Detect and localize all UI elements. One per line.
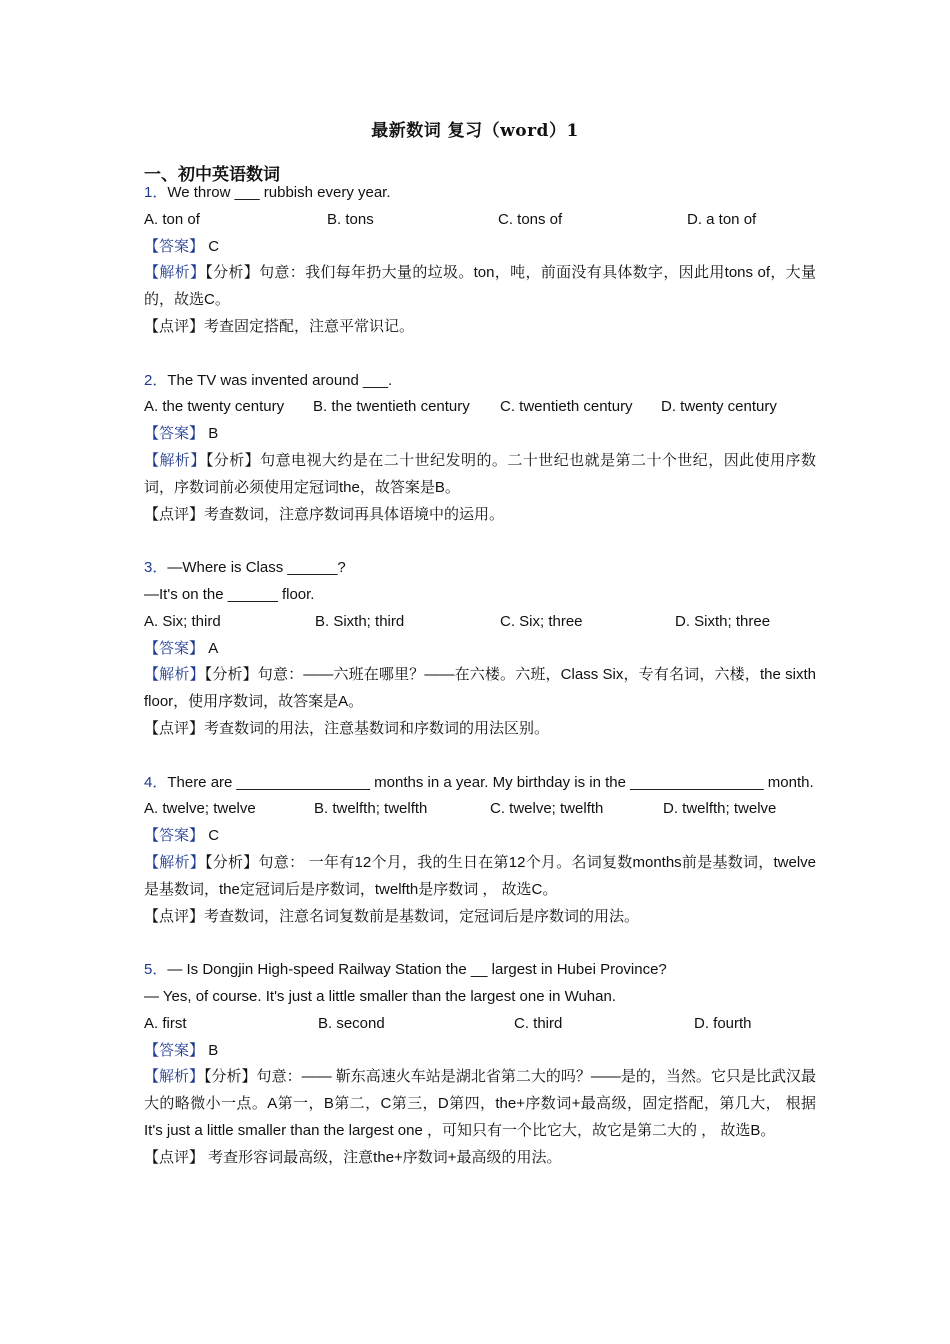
option-b: B. second	[318, 1014, 385, 1032]
comment-text: 考查数词，注意序数词再具体语境中的运用。	[204, 505, 505, 523]
analysis-text: 【分析】句意：——六班在哪里？——在六楼。六班，Class Six，专有名词，六楼，the sixth floor，使用序数词，故答案是A。	[144, 666, 816, 711]
question-number: 1．	[144, 184, 168, 201]
question-list	[144, 180, 816, 1171]
question-5	[144, 957, 816, 1171]
question-stem: 1．We throw ___ rubbish every year.	[144, 184, 391, 201]
question-stem: 4．There are ________________ months in a year. My birthday is in the ________________ month.	[144, 773, 814, 791]
question-stem-line-2: —It's on the ______ floor.	[144, 585, 315, 603]
question-number: 4．	[144, 773, 168, 791]
analysis-tag: 【解析】	[144, 264, 206, 282]
question-2	[144, 368, 816, 556]
answer-value: C	[208, 237, 220, 255]
analysis-line	[144, 448, 816, 502]
question-stem: 5．— Is Dongjin High-speed Railway Station the __ largest in Hubei Province?	[144, 961, 667, 979]
comment-text: 考查数词的用法，注意基数词和序数词的用法区别。	[204, 719, 550, 737]
analysis-tag: 【解析】	[144, 1068, 205, 1086]
analysis-text: 【分析】句意：—— 靳东高速火车站是湖北省第二大的吗？——是的，当然。它只是比武汉最大的略微小一点。A第一，B第二，C第三，D第四，the+序数词+最高级，固定搭配，第几大， 根据 It's just a little smaller than the largest one ，可知只有一个比它大，故它是第二大的 ， 故选B。	[144, 1068, 816, 1139]
option-c: C. third	[514, 1014, 563, 1032]
answer-line	[144, 823, 816, 850]
option-c: C. twentieth century	[500, 398, 633, 416]
document-title: 最新数词 复习（word）1	[371, 121, 579, 141]
option-d: D. twenty century	[661, 398, 777, 416]
analysis-text: 【分析】句意： 一年有12个月，我的生日在第12个月。名词复数months前是基数词，twelve是基数词，the定冠词后是序数词，twelfth是序数词 ， 故选C。	[144, 853, 816, 898]
comment-tag: 【点评】	[144, 317, 205, 335]
answer-tag: 【答案】	[144, 425, 205, 443]
answer-value: B	[208, 425, 219, 443]
analysis-line	[144, 850, 816, 904]
comment-text: 考查形容词最高级，注意the+序数词+最高级的用法。	[204, 1148, 562, 1166]
answer-tag: 【答案】	[144, 827, 205, 845]
analysis-tag: 【解析】	[144, 853, 206, 871]
answer-value: B	[208, 1041, 219, 1059]
option-c: C. twelve; twelfth	[490, 800, 604, 818]
comment-text: 考查数词，注意名词复数前是基数词，定冠词后是序数词的用法。	[204, 907, 640, 925]
question-4	[144, 770, 816, 958]
options-row	[144, 207, 816, 234]
analysis-text: 【分析】句意电视大约是在二十世纪发明的。二十世纪也就是第二十个世纪，因此使用序数词，序数词前必须使用定冠词the，故答案是B。	[144, 451, 816, 496]
question-3	[144, 555, 816, 769]
option-c: C. tons of	[498, 210, 563, 228]
question-number: 2．	[144, 371, 168, 389]
options-row	[144, 394, 816, 421]
option-d: D. Sixth; three	[675, 612, 771, 630]
answer-line	[144, 421, 816, 448]
answer-line	[144, 1038, 816, 1065]
option-c: C. Six; three	[500, 612, 583, 630]
option-b: B. Sixth; third	[315, 612, 405, 630]
comment-line	[144, 904, 816, 931]
question-number: 5．	[144, 961, 168, 979]
comment-tag: 【点评】	[144, 719, 205, 737]
comment-line	[144, 502, 816, 529]
answer-value: A	[208, 639, 219, 657]
answer-tag: 【答案】	[144, 237, 205, 255]
answer-tag: 【答案】	[144, 639, 205, 657]
options-row	[144, 796, 816, 823]
options-row	[144, 1011, 816, 1038]
option-d: D. fourth	[694, 1014, 752, 1032]
analysis-line	[144, 662, 816, 716]
answer-line	[144, 234, 816, 261]
comment-line	[144, 314, 816, 341]
option-b: B. tons	[327, 210, 374, 228]
question-stem-line-2: — Yes, of course. It's just a little smaller than the largest one in Wuhan.	[144, 987, 617, 1005]
analysis-line	[144, 1064, 816, 1144]
option-a: A. ton of	[144, 210, 200, 228]
option-a: A. Six; third	[144, 612, 221, 630]
option-a: A. the twenty century	[144, 398, 285, 416]
option-d: D. twelfth; twelve	[663, 800, 777, 818]
comment-tag: 【点评】	[144, 907, 205, 925]
analysis-tag: 【解析】	[144, 451, 206, 469]
analysis-tag: 【解析】	[144, 666, 205, 684]
comment-tag: 【点评】	[144, 1148, 205, 1166]
question-1	[144, 180, 816, 368]
comment-line	[144, 1145, 816, 1172]
section-heading: 一、初中英语数词	[144, 165, 280, 185]
option-b: B. twelfth; twelfth	[314, 800, 428, 818]
question-stem: 2．The TV was invented around ___.	[144, 371, 393, 389]
answer-value: C	[208, 827, 220, 845]
option-a: A. first	[144, 1014, 187, 1032]
answer-line	[144, 636, 816, 663]
option-a: A. twelve; twelve	[144, 800, 256, 818]
comment-text: 考查固定搭配，注意平常识记。	[204, 317, 415, 335]
options-row	[144, 609, 816, 636]
answer-tag: 【答案】	[144, 1041, 205, 1059]
option-b: B. the twentieth century	[313, 398, 470, 416]
question-number: 3．	[144, 559, 168, 577]
question-stem: 3．—Where is Class ______?	[144, 559, 346, 577]
option-d: D. a ton of	[687, 210, 757, 228]
analysis-text: 【分析】句意：我们每年扔大量的垃圾。ton，吨，前面没有具体数字，因此用tons of，大量的，故选C。	[144, 264, 816, 309]
comment-tag: 【点评】	[144, 505, 205, 523]
comment-line	[144, 716, 816, 743]
analysis-line	[144, 260, 816, 314]
